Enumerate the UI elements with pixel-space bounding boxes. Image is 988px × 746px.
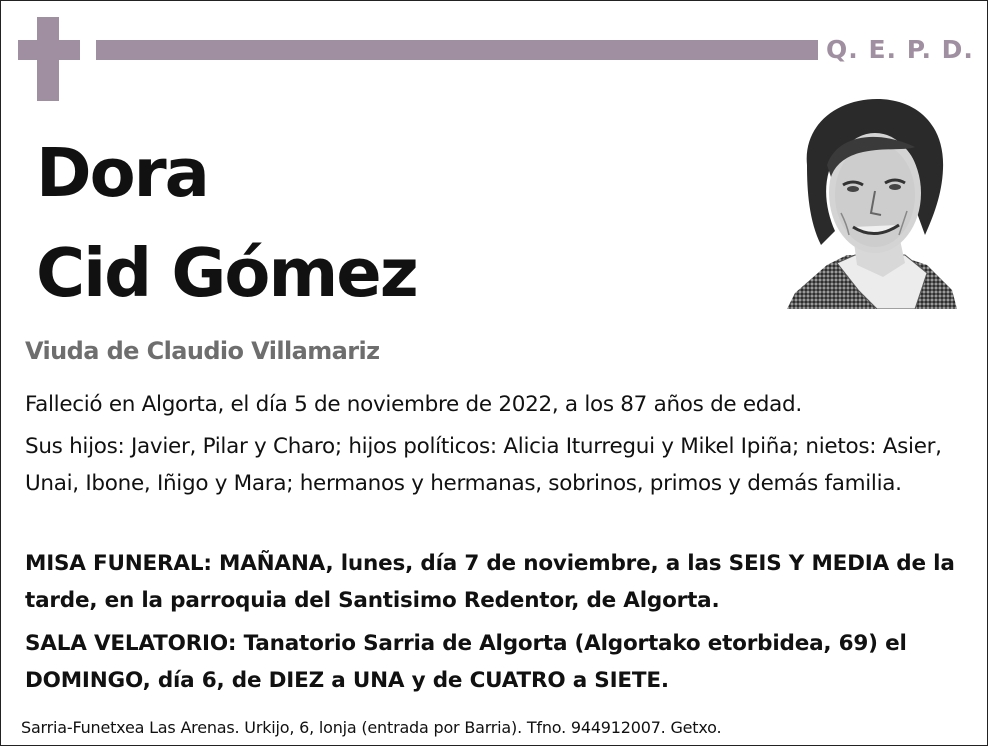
- first-name: Dora: [36, 134, 208, 212]
- death-notice: Falleció en Algorta, el día 5 de noviembre de 2022, a los 87 años de edad.: [25, 392, 802, 417]
- last-name: Cid Gómez: [36, 234, 417, 312]
- funeral-home-footer: Sarria-Funetxea Las Arenas. Urkijo, 6, lonja (entrada por Barria). Tfno. 944912007. Getxo.: [21, 718, 722, 737]
- funeral-mass: MISA FUNERAL: MAÑANA, lunes, día 7 de noviembre, a las SEIS Y MEDIA de la tarde, en la parroquia del Santisimo Redentor, de Algorta.: [25, 551, 955, 613]
- qepd-label: Q. E. P. D.: [826, 35, 974, 64]
- portrait-photo: [787, 95, 957, 309]
- widow-line: Viuda de Claudio Villamariz: [25, 337, 380, 365]
- wake-info: SALA VELATORIO: Tanatorio Sarria de Algorta (Algortako etorbidea, 69) el DOMINGO, día 6, de DIEZ a UNA y de CUATRO a SIETE.: [25, 631, 907, 693]
- family-list: Sus hijos: Javier, Pilar y Charo; hijos políticos: Alicia Iturregui y Mikel Ipiña; nietos: Asier, Unai, Ibone, Iñigo y Mara; hermanos y hermanas, sobrinos, primos y demás familia.: [25, 434, 942, 496]
- header-rule: [96, 40, 818, 60]
